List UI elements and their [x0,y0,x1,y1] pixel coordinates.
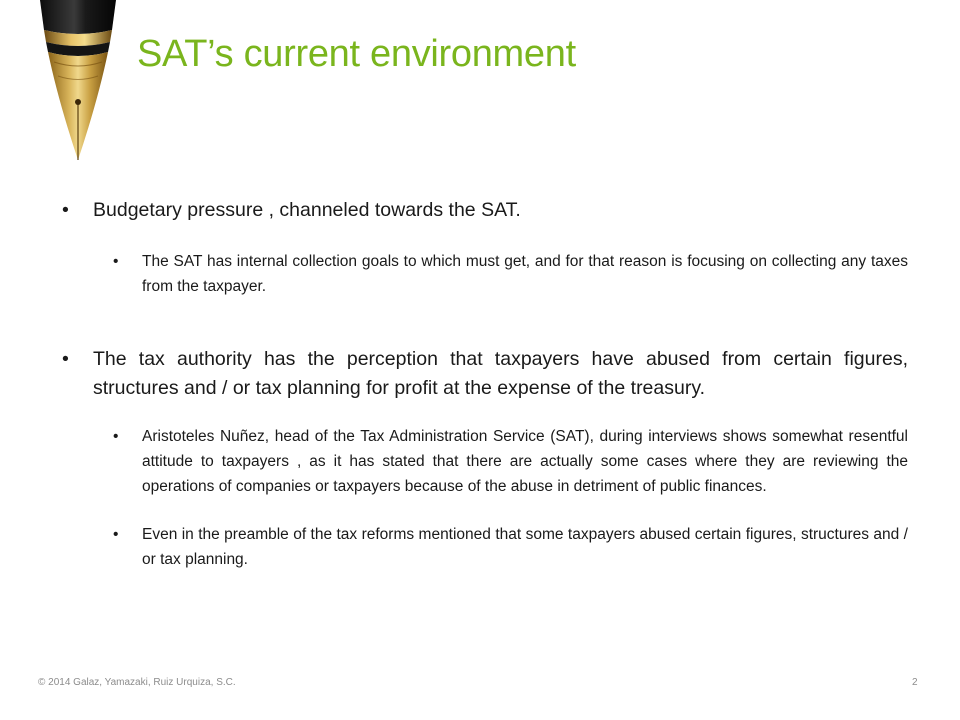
bullet-text: The tax authority has the perception that taxpayers have abused from certain figures, structures and / or tax planning for profit at the expense of the treasury. [93,348,908,399]
slide-content [62,196,908,572]
sub-bullet-preamble-tax-reforms [113,522,908,572]
sub-bullet-text: Aristoteles Nuñez, head of the Tax Administration Service (SAT), during interviews shows somewhat resentful attitude to taxpayers , as it has stated that there are actually some cases where they are reviewing the operations of companies or taxpayers because of the abuse in detriment of public finances. [142,428,908,495]
bullet-dot: • [113,428,119,445]
bullet-dot: • [113,526,119,543]
bullet-text: Budgetary pressure , channeled towards the SAT. [93,199,521,221]
fountain-pen-icon [28,0,128,170]
sub-bullet-aristoteles-nunez [113,424,908,499]
bullet-tax-authority-perception [62,345,908,403]
bullet-budgetary-pressure [62,196,908,225]
sub-bullet-text: Even in the preamble of the tax reforms mentioned that some taxpayers abused certain figures, structures and / or tax planning. [142,526,908,568]
footer-copyright: © 2014 Galaz, Yamazaki, Ruiz Urquiza, S.C. [38,677,236,688]
slide-title: SAT’s current environment [137,33,576,75]
page-number: 2 [912,677,918,688]
sub-bullet-collection-goals [113,249,908,299]
bullet-dot: • [62,199,69,221]
sub-bullet-text: The SAT has internal collection goals to which must get, and for that reason is focusing on collecting any taxes from the taxpayer. [142,253,908,295]
bullet-dot: • [113,253,119,270]
bullet-dot: • [62,348,69,370]
